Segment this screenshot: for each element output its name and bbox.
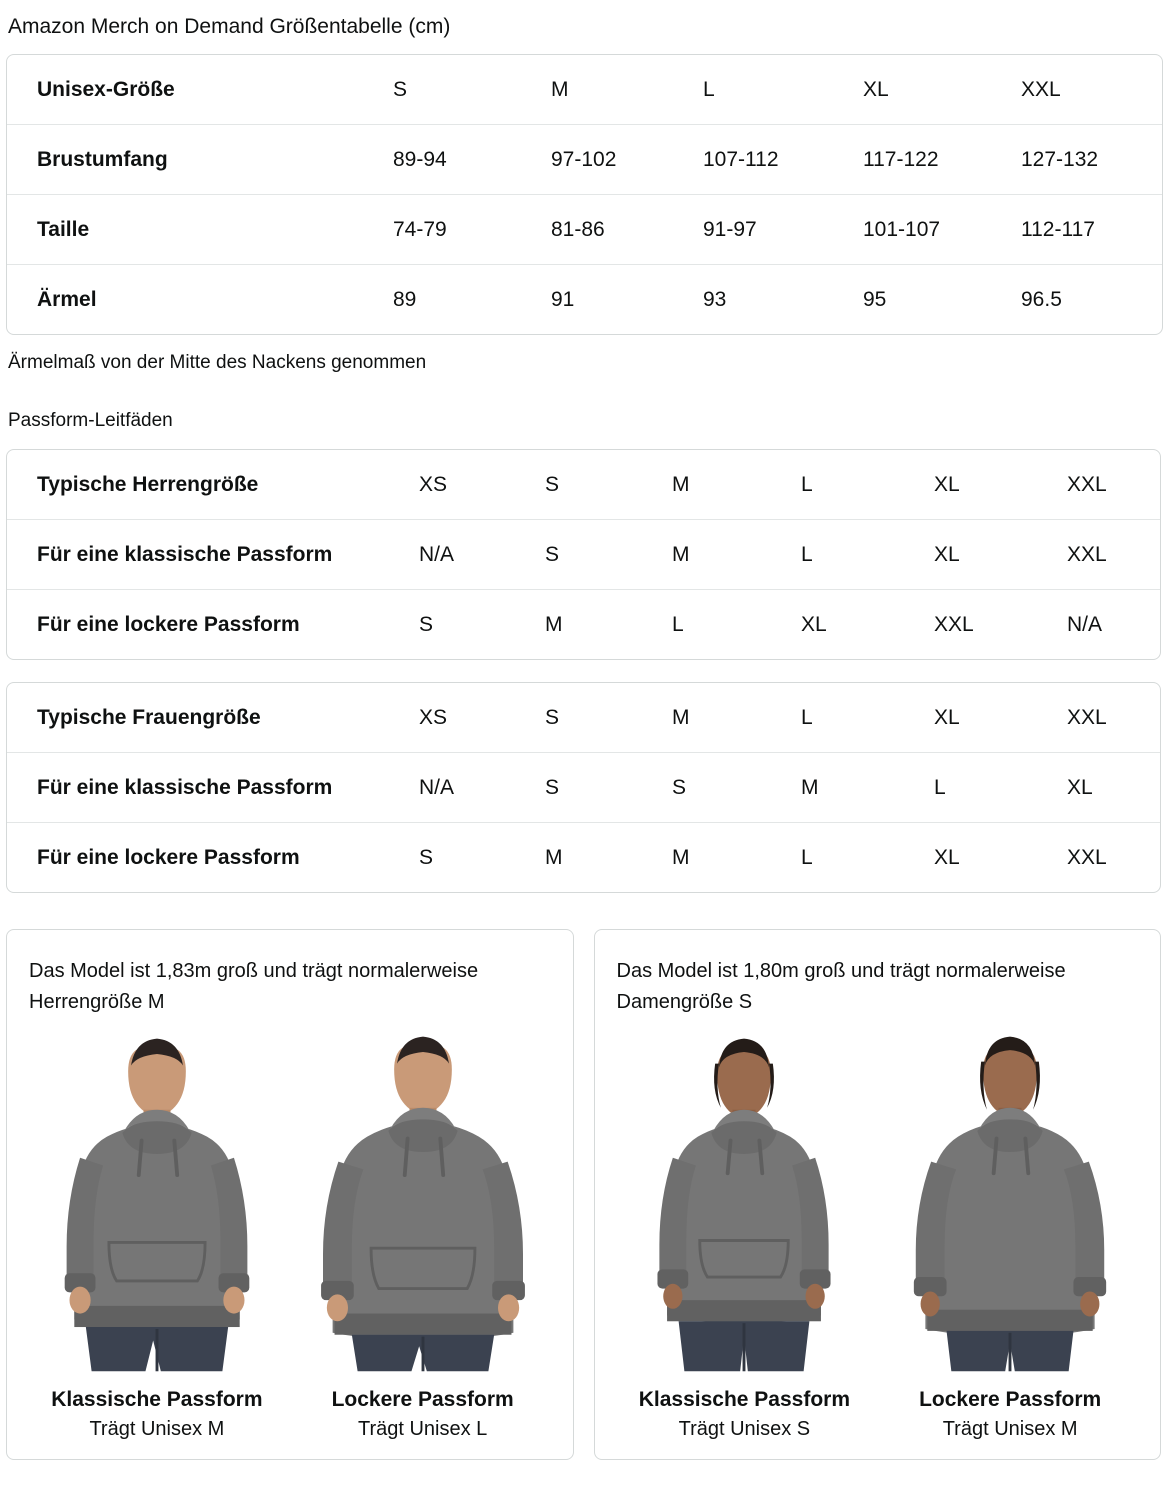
model-card-female [594, 929, 1162, 1460]
cell: 93 [699, 264, 859, 334]
cell: L [801, 472, 813, 496]
row-label: Typische Herrengröße [37, 472, 259, 496]
table-row [7, 752, 1160, 822]
row-label: Taille [7, 194, 389, 264]
row-label: Für eine lockere Passform [7, 589, 415, 659]
figure-female-relaxed [882, 1028, 1138, 1441]
cell: 74-79 [389, 194, 547, 264]
figure-group [29, 1028, 551, 1441]
cell: XL [1063, 752, 1160, 822]
model-photo-female-classic [617, 1028, 873, 1378]
cell: XXL [1063, 822, 1160, 892]
cell: 89 [389, 264, 547, 334]
cell: XL [930, 822, 1063, 892]
cell: 97-102 [547, 124, 699, 194]
table-row [7, 124, 1162, 194]
cell: L [801, 705, 813, 729]
cell: 101-107 [859, 194, 1017, 264]
figure-male-relaxed [295, 1028, 551, 1441]
fit-title: Klassische Passform [638, 1388, 851, 1411]
cell: M [668, 519, 797, 589]
fit-title: Lockere Passform [919, 1388, 1102, 1411]
row-label: Für eine klassische Passform [7, 752, 415, 822]
cell: M [672, 705, 690, 729]
model-photo-male-relaxed [295, 1028, 551, 1378]
figure-female-classic [617, 1028, 873, 1441]
cell: M [672, 472, 690, 496]
model-photo-male-classic [29, 1028, 285, 1378]
cell: L [930, 752, 1063, 822]
cell: 107-112 [699, 124, 859, 194]
cell: L [797, 519, 930, 589]
cell: 127-132 [1017, 124, 1162, 194]
fit-subtitle: Trägt Unisex L [357, 1418, 488, 1440]
cell: S [415, 589, 541, 659]
row-label: Für eine klassische Passform [7, 519, 415, 589]
table-spacer [6, 660, 1161, 682]
cell: S [541, 519, 668, 589]
cell: 112-117 [1017, 194, 1162, 264]
cell: 91 [547, 264, 699, 334]
cell: M [551, 77, 569, 101]
cell: S [541, 752, 668, 822]
cell: XXL [930, 589, 1063, 659]
model-card-male [6, 929, 574, 1460]
cell: M [668, 822, 797, 892]
figure-group [617, 1028, 1139, 1441]
table-row [7, 683, 1160, 752]
table-row [7, 55, 1162, 124]
fit-guides-label: Passform-Leitfäden [8, 410, 173, 431]
cell: XXL [1021, 77, 1061, 101]
cell: 91-97 [699, 194, 859, 264]
womens-fit-table [6, 682, 1161, 893]
cell: 89-94 [389, 124, 547, 194]
table-row [7, 822, 1160, 892]
cell: XXL [1067, 472, 1107, 496]
cell: XL [930, 519, 1063, 589]
figure-male-classic [29, 1028, 285, 1441]
cell: XL [863, 77, 889, 101]
model-photo-female-relaxed [882, 1028, 1138, 1378]
fit-title: Lockere Passform [331, 1388, 514, 1411]
model-cards-row [6, 929, 1161, 1460]
table-row [7, 519, 1160, 589]
row-label: Unisex-Größe [37, 77, 175, 101]
row-label: Brustumfang [7, 124, 389, 194]
cell: XXL [1063, 519, 1160, 589]
cell: 81-86 [547, 194, 699, 264]
page-title: Amazon Merch on Demand Größentabelle (cm) [8, 15, 451, 38]
model-caption: Das Model ist 1,80m groß und trägt normalerweise Damengröße S [616, 960, 1066, 1013]
mens-fit-table [6, 449, 1161, 660]
table-row [7, 589, 1160, 659]
row-label: Ärmel [7, 264, 389, 334]
cell: XS [419, 705, 448, 729]
model-caption: Das Model ist 1,83m groß und trägt normalerweise Herrengröße M [29, 960, 479, 1013]
sleeve-note: Ärmelmaß von der Mitte des Nackens genommen [8, 352, 427, 373]
cell: S [393, 77, 408, 101]
cell: N/A [1063, 589, 1160, 659]
cell: S [545, 705, 560, 729]
cell: 117-122 [859, 124, 1017, 194]
cell: L [797, 822, 930, 892]
table-row [7, 264, 1162, 334]
cell: XL [797, 589, 930, 659]
table-row [7, 194, 1162, 264]
cell: N/A [415, 752, 541, 822]
fit-subtitle: Trägt Unisex M [89, 1418, 225, 1440]
fit-subtitle: Trägt Unisex M [942, 1418, 1078, 1440]
row-label: Für eine lockere Passform [7, 822, 415, 892]
cell: S [545, 472, 560, 496]
cell: XS [419, 472, 448, 496]
cell: 96.5 [1017, 264, 1162, 334]
cell: L [703, 77, 715, 101]
cell: 95 [859, 264, 1017, 334]
cell: N/A [415, 519, 541, 589]
cell: L [668, 589, 797, 659]
cell: M [797, 752, 930, 822]
cell: M [541, 589, 668, 659]
cell: S [668, 752, 797, 822]
cell: XL [934, 705, 960, 729]
row-label: Typische Frauengröße [37, 705, 261, 729]
fit-title: Klassische Passform [51, 1388, 263, 1411]
cell: XXL [1067, 705, 1107, 729]
table-row [7, 450, 1160, 519]
cell: XL [934, 472, 960, 496]
fit-subtitle: Trägt Unisex S [678, 1418, 811, 1440]
cell: S [415, 822, 541, 892]
cell: M [541, 822, 668, 892]
unisex-size-table [6, 54, 1163, 335]
